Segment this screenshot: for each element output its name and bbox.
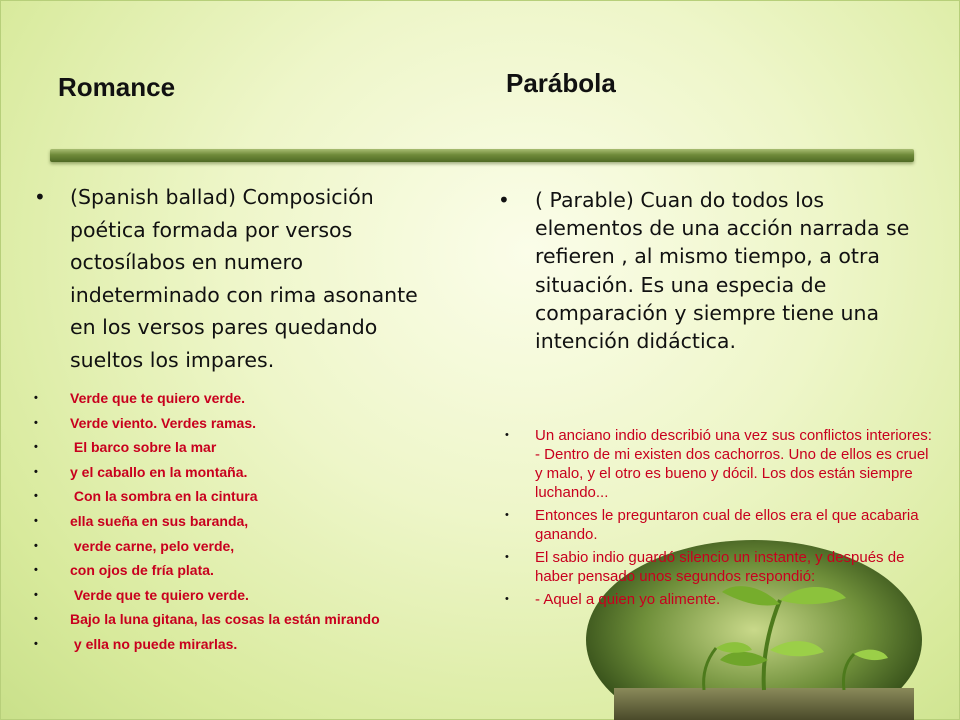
poem-line bbox=[34, 632, 440, 657]
poem-line-text: ella sueña en sus baranda, bbox=[70, 512, 249, 529]
bullet-icon: • bbox=[505, 551, 509, 563]
poem-line bbox=[34, 484, 440, 509]
bullet-icon: • bbox=[34, 637, 38, 650]
poem-line bbox=[34, 607, 440, 632]
romance-definition-item bbox=[34, 181, 440, 377]
poem-line bbox=[34, 435, 440, 460]
story-item bbox=[505, 548, 935, 586]
bullet-icon: • bbox=[34, 392, 38, 404]
parabola-heading: Parábola bbox=[506, 68, 616, 98]
bullet-icon: • bbox=[34, 441, 38, 454]
poem-line-text: verde carne, pelo verde, bbox=[70, 537, 235, 554]
poem-line bbox=[34, 460, 440, 485]
poem-line bbox=[34, 583, 440, 608]
poem-line-text: y ella no puede mirarlas. bbox=[70, 635, 238, 652]
bullet-icon: • bbox=[505, 593, 509, 605]
story-item bbox=[505, 506, 935, 544]
romance-definition-text: (Spanish ballad) Composición poética formada por versos octosílabos en numero indeterminado con rima asonante en los versos pares quedando sueltos los impares. bbox=[70, 185, 418, 372]
poem-line-text: Verde que te quiero verde. bbox=[70, 586, 249, 603]
parabola-definition-list bbox=[498, 186, 910, 355]
bullet-icon: • bbox=[34, 564, 38, 577]
romance-heading: Romance bbox=[58, 72, 176, 102]
romance-definition-list bbox=[34, 181, 440, 377]
poem-line-text: con ojos de fría plata. bbox=[70, 562, 214, 579]
story-item-text: - Aquel a quien yo alimente. bbox=[535, 591, 721, 608]
poem-line bbox=[34, 534, 440, 559]
bullet-icon: • bbox=[34, 613, 38, 626]
poem-list bbox=[34, 386, 440, 657]
bullet-icon: • bbox=[34, 588, 38, 601]
parabola-definition-item bbox=[498, 186, 910, 355]
divider-bar bbox=[50, 149, 914, 162]
parabola-definition-text: ( Parable) Cuan do todos los elementos de una acción narrada se refieren , al mismo tiempo, a otra situación. Es una especia de comparación y siempre tiene una intención didáctica. bbox=[535, 188, 910, 354]
story-item-text: Entonces le preguntaron cual de ellos era el que acabaria ganando. bbox=[535, 507, 919, 543]
poem-line bbox=[34, 386, 440, 411]
story-item-text: Un anciano indio describió una vez sus conflictos interiores: - Dentro de mi existen dos cachorros. Uno de ellos es cruel y malo, y el otro es bueno y dócil. Los dos están siempre luchando... bbox=[535, 427, 932, 501]
poem-line-text: El barco sobre la mar bbox=[70, 439, 217, 456]
story-item bbox=[505, 426, 935, 502]
bullet-icon: • bbox=[498, 188, 510, 212]
bullet-icon: • bbox=[34, 490, 38, 503]
story-item-text: El sabio indio guardó silencio un instante, y después de haber pensado unos segundos respondió: bbox=[535, 549, 905, 585]
poem-line-text: Bajo la luna gitana, las cosas la están mirando bbox=[70, 611, 380, 628]
bullet-icon: • bbox=[34, 185, 46, 209]
poem-line-text: Verde que te quiero verde. bbox=[70, 390, 246, 406]
story-item bbox=[505, 590, 935, 609]
bullet-icon: • bbox=[505, 429, 509, 441]
poem-line bbox=[34, 509, 440, 534]
bullet-icon: • bbox=[505, 509, 509, 521]
bullet-icon: • bbox=[34, 465, 38, 478]
bullet-icon: • bbox=[34, 514, 38, 527]
bullet-icon: • bbox=[34, 416, 38, 429]
bullet-icon: • bbox=[34, 539, 38, 552]
poem-line bbox=[34, 558, 440, 583]
poem-line-text: Verde viento. Verdes ramas. bbox=[70, 414, 256, 431]
poem-line-text: Con la sombra en la cintura bbox=[70, 488, 258, 505]
poem-line-text: y el caballo en la montaña. bbox=[70, 463, 248, 480]
poem-line bbox=[34, 411, 440, 436]
story-list bbox=[505, 426, 935, 613]
